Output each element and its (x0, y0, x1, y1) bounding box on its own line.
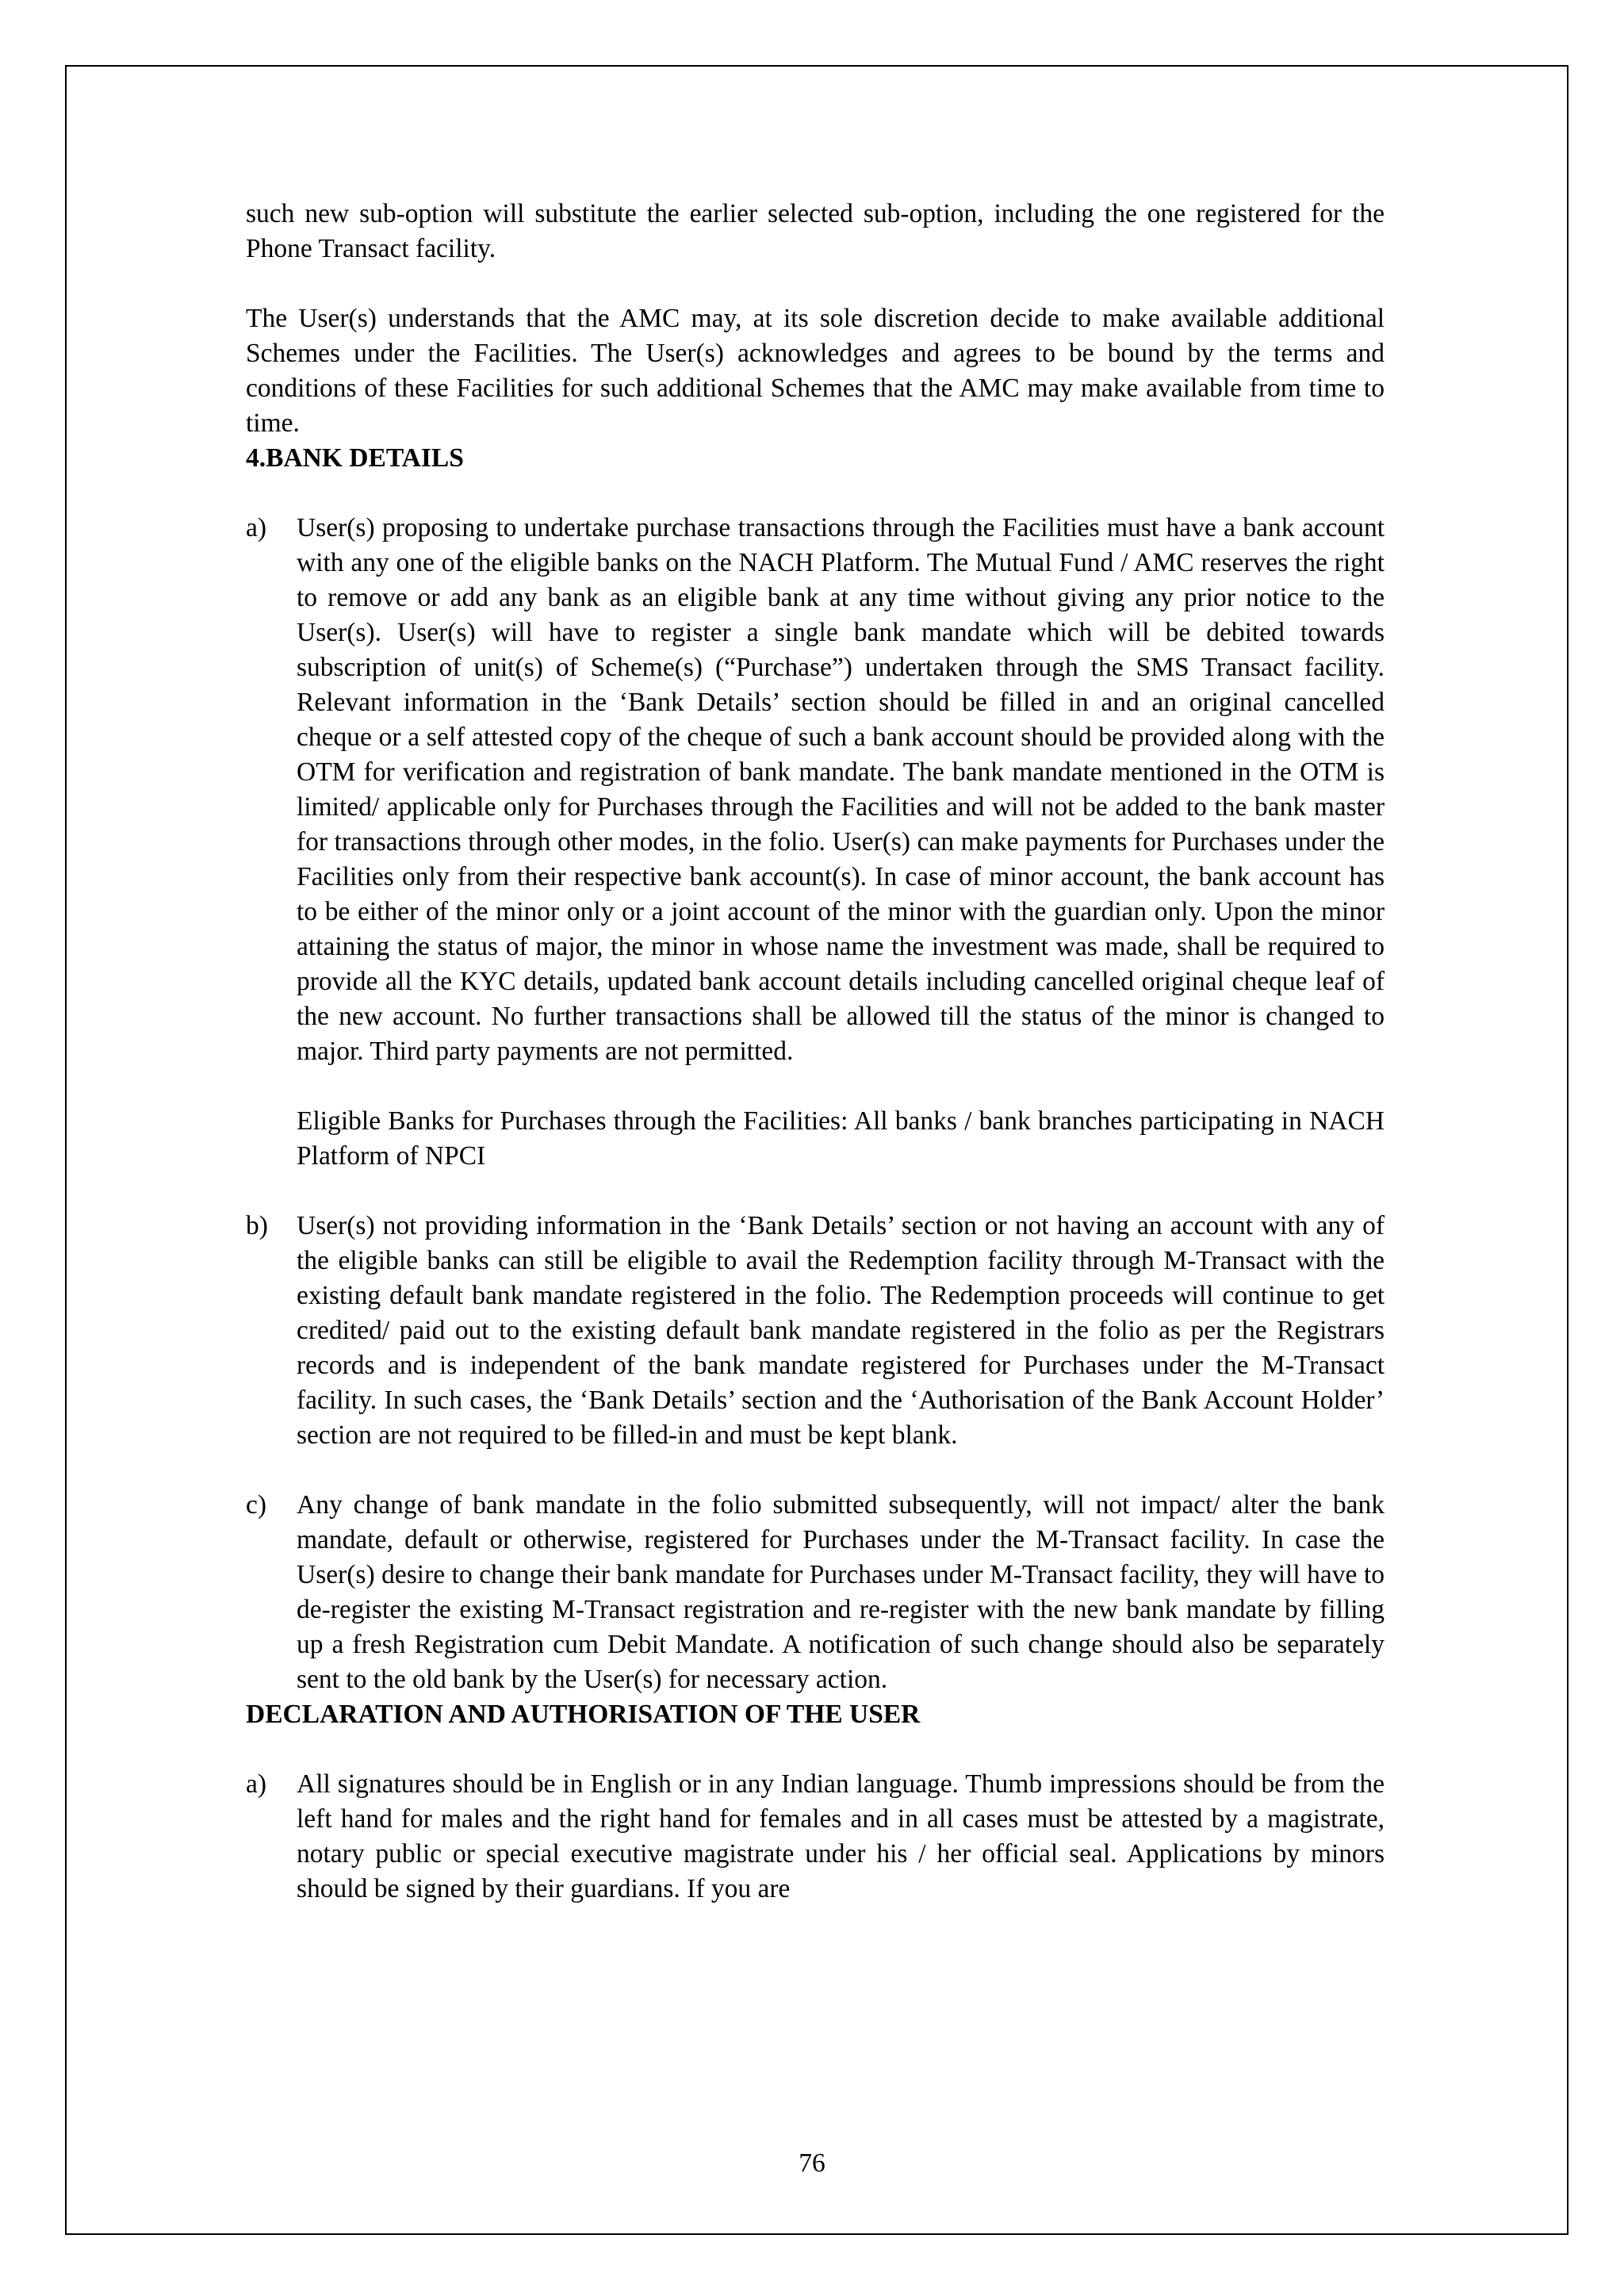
bank-details-heading: 4.BANK DETAILS (246, 443, 464, 473)
page-number: 76 (799, 2148, 825, 2178)
list-item-text: User(s) not providing information in the ‘Bank Details’ section or not having an account with any of the eligible banks can still be eligible to avail the Redemption facility through M-Transact with the existing default bank mandate registered in the folio. The Redemption proceeds will continue to get credited/ paid out to the existing default bank mandate registered in the folio as per the Registrars records and is independent of the bank mandate registered for Purchases under the M-Transact facility. In such cases, the ‘Bank Details’ section and the ‘Authorisation of the Bank Account Holder’ section are not required to be filled-in and must be kept blank. (297, 1211, 1385, 1450)
list-marker: a) (246, 513, 267, 542)
intro-paragraph-1: such new sub-option will substitute the earlier selected sub-option, including the one registered for the Phone Transact facility. (246, 199, 1385, 263)
list-item-text: Any change of bank mandate in the folio submitted subsequently, will not impact/ alter the bank mandate, default or otherwise, registered for Purchases under the M-Transact facility. In case the User(s) desire to change their bank mandate for Purchases under M-Transact facility, they will have to de-register the existing M-Transact registration and re-register with the new bank mandate by filling up a fresh Registration cum Debit Mandate. A notification of such change should also be separately sent to the old bank by the User(s) for necessary action. (297, 1490, 1385, 1694)
eligible-banks-note: Eligible Banks for Purchases through the Facilities: All banks / bank branches participating in NACH Platform of NPCI (297, 1106, 1385, 1171)
declaration-heading: DECLARATION AND AUTHORISATION OF THE USER (246, 1700, 921, 1729)
document-body (246, 197, 1385, 1907)
intro-paragraph-2: The User(s) understands that the AMC may, at its sole discretion decide to make available additional Schemes under the Facilities. The User(s) acknowledges and agrees to be bound by the terms and conditions of these Facilities for such additional Schemes that the AMC may make available from time to time. (246, 304, 1385, 438)
list-item-text: All signatures should be in English or in any Indian language. Thumb impressions should be from the left hand for males and the right hand for females and in all cases must be attested by a magistrate, notary public or special executive magistrate under his / her official seal. Applications by minors should be signed by their guardians. If you are (297, 1769, 1385, 1903)
bank-details-item-a (246, 511, 1385, 1069)
list-item-text: User(s) proposing to undertake purchase transactions through the Facilities must have a bank account with any one of the eligible banks on the NACH Platform. The Mutual Fund / AMC reserves the right to remove or add any bank as an eligible bank at any time without giving any prior notice to the User(s). User(s) will have to register a single bank mandate which will be debited towards subscription of unit(s) of Scheme(s) (“Purchase”) undertaken through the SMS Transact facility. Relevant information in the ‘Bank Details’ section should be filled in and an original cancelled cheque or a self attested copy of the cheque of such a bank account should be provided along with the OTM for verification and registration of bank mandate. The bank mandate mentioned in the OTM is limited/ applicable only for Purchases through the Facilities and will not be added to the bank master for transactions through other modes, in the folio. User(s) can make payments for Purchases under the Facilities only from their respective bank account(s). In case of minor account, the bank account has to be either of the minor only or a joint account of the minor with the guardian only. Upon the minor attaining the status of major, the minor in whose name the investment was made, shall be required to provide all the KYC details, updated bank account details including cancelled original cheque leaf of the new account. No further transactions shall be allowed till the status of the minor is changed to major. Third party payments are not permitted. (297, 513, 1385, 1066)
bank-details-item-b (246, 1209, 1385, 1453)
list-marker: b) (246, 1211, 268, 1240)
list-marker: c) (246, 1490, 267, 1520)
declaration-item-a (246, 1767, 1385, 1907)
bank-details-item-c (246, 1488, 1385, 1697)
list-marker: a) (246, 1769, 267, 1799)
